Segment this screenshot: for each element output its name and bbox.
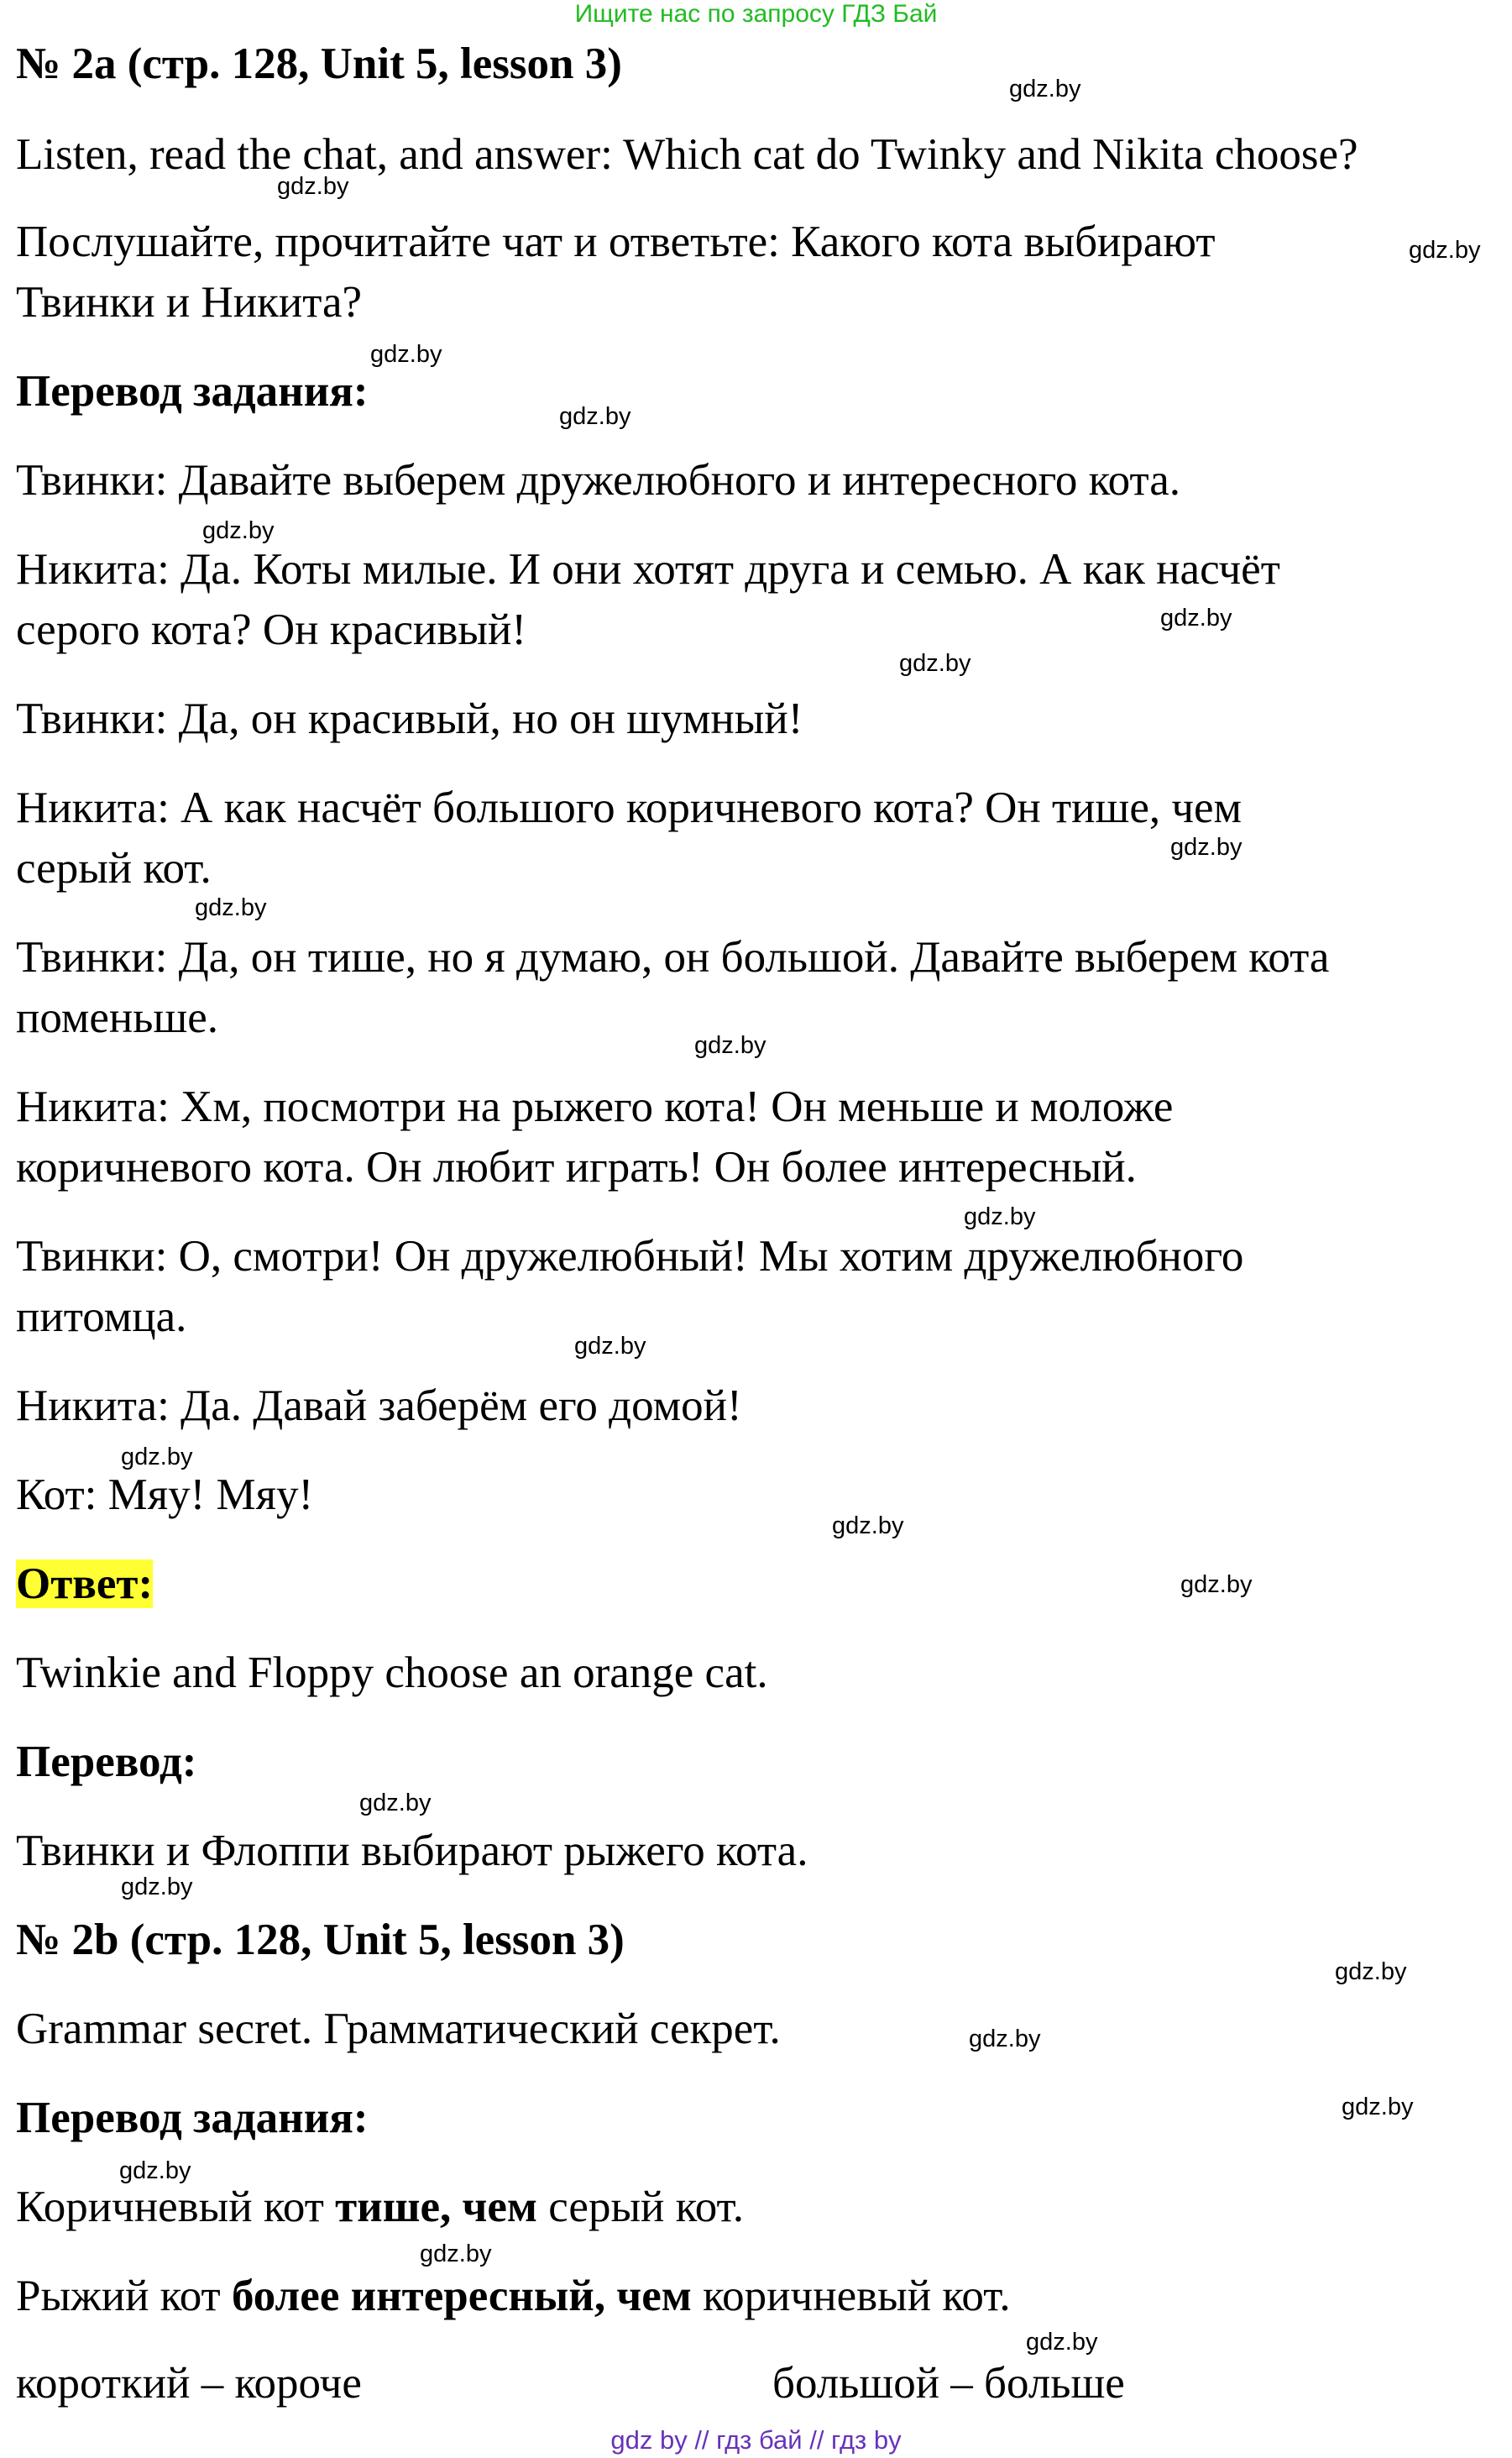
grammar-example-2 (16, 2271, 1011, 2321)
dialogue-line: поменьше. (16, 993, 219, 1042)
watermark: gdz.by (121, 1874, 193, 1900)
dialogue-line: Никита: Да. Коты милые. И они хотят друга и семью. А как насчёт (16, 545, 1280, 594)
watermark: gdz.by (370, 341, 442, 368)
example-1-bold: тише, чем (335, 2183, 537, 2231)
answer-translation-text: Твинки и Флоппи выбирают рыжего кота. (16, 1826, 808, 1875)
watermark: gdz.by (964, 1203, 1036, 1230)
example-1-start: Коричневый кот (16, 2183, 336, 2231)
answer-translation-label: Перевод: (16, 1737, 197, 1786)
example-2-start: Рыжий кот (16, 2272, 232, 2320)
example-1-end: серый кот. (537, 2183, 744, 2231)
watermark: gdz.by (1180, 1571, 1253, 1598)
example-2-bold: более интересный, чем (231, 2272, 692, 2320)
dialogue-line: питомца. (16, 1292, 187, 1341)
watermark: gdz.by (359, 1790, 432, 1816)
search-banner: Ищите нас по запросу ГДЗ Бай (574, 0, 938, 28)
watermark: gdz.by (121, 1444, 193, 1470)
watermark: gdz.by (1009, 76, 1081, 102)
dialogue-line: Твинки: Давайте выберем дружелюбного и интересного кота. (16, 456, 1181, 505)
watermark: gdz.by (1026, 2329, 1098, 2356)
footer-links: gdz by // гдз бай // гдз by (610, 2425, 902, 2455)
dialogue-line: Твинки: О, смотри! Он дружелюбный! Мы хотим дружелюбного (16, 1232, 1244, 1281)
word-pair-right: большой – больше (772, 2359, 1125, 2408)
watermark: gdz.by (574, 1333, 646, 1360)
watermark: gdz.by (277, 173, 349, 200)
task-2a-translation-heading: Перевод задания: (16, 367, 369, 416)
grammar-example-1 (16, 2182, 744, 2232)
watermark: gdz.by (119, 2157, 191, 2184)
task-2b-text: Grammar secret. Грамматический секрет. (16, 2005, 781, 2053)
watermark: gdz.by (1170, 834, 1243, 861)
task-2a-text-ru-line1: Послушайте, прочитайте чат и ответьте: Какого кота выбирают (16, 217, 1216, 266)
answer-text: Twinkie and Floppy choose an orange cat. (16, 1648, 768, 1697)
watermark: gdz.by (694, 1032, 766, 1059)
watermark: gdz.by (1335, 1958, 1407, 1985)
dialogue-line: Никита: Да. Давай заберём его домой! (16, 1381, 742, 1430)
watermark: gdz.by (420, 2241, 492, 2267)
watermark: gdz.by (832, 1512, 904, 1539)
watermark: gdz.by (202, 517, 275, 544)
dialogue-line: коричневого кота. Он любит играть! Он более интересный. (16, 1143, 1137, 1192)
watermark: gdz.by (1409, 237, 1481, 264)
watermark: gdz.by (1160, 605, 1232, 632)
dialogue-line: Никита: А как насчёт большого коричневого кота? Он тише, чем (16, 784, 1243, 832)
answer-heading-highlight: Ответ: (16, 1559, 154, 1608)
task-2b-translation-heading: Перевод задания: (16, 2094, 369, 2142)
watermark: gdz.by (969, 2026, 1041, 2052)
task-2b-heading: № 2b (стр. 128, Unit 5, lesson 3) (16, 1916, 625, 1964)
dialogue-line: Твинки: Да, он тише, но я думаю, он большой. Давайте выберем кота (16, 933, 1330, 982)
dialogue-line: Кот: Мяу! Мяу! (16, 1470, 314, 1519)
answer-heading (16, 1559, 153, 1609)
watermark: gdz.by (559, 403, 631, 430)
dialogue-line: Твинки: Да, он красивый, но он шумный! (16, 694, 803, 743)
example-2-end: коричневый кот. (691, 2272, 1011, 2320)
watermark: gdz.by (195, 894, 267, 921)
task-2a-text-ru-line2: Твинки и Никита? (16, 278, 363, 327)
watermark: gdz.by (899, 650, 971, 677)
dialogue-line: серого кота? Он красивый! (16, 605, 527, 654)
word-pair-left: короткий – короче (16, 2359, 362, 2408)
dialogue-line: серый кот. (16, 844, 212, 893)
dialogue-line: Никита: Хм, посмотри на рыжего кота! Он меньше и моложе (16, 1082, 1174, 1131)
task-2a-text-en: Listen, read the chat, and answer: Which cat do Twinky and Nikita choose? (16, 130, 1358, 179)
task-2a-heading: № 2a (стр. 128, Unit 5, lesson 3) (16, 39, 622, 88)
watermark: gdz.by (1342, 2094, 1414, 2120)
